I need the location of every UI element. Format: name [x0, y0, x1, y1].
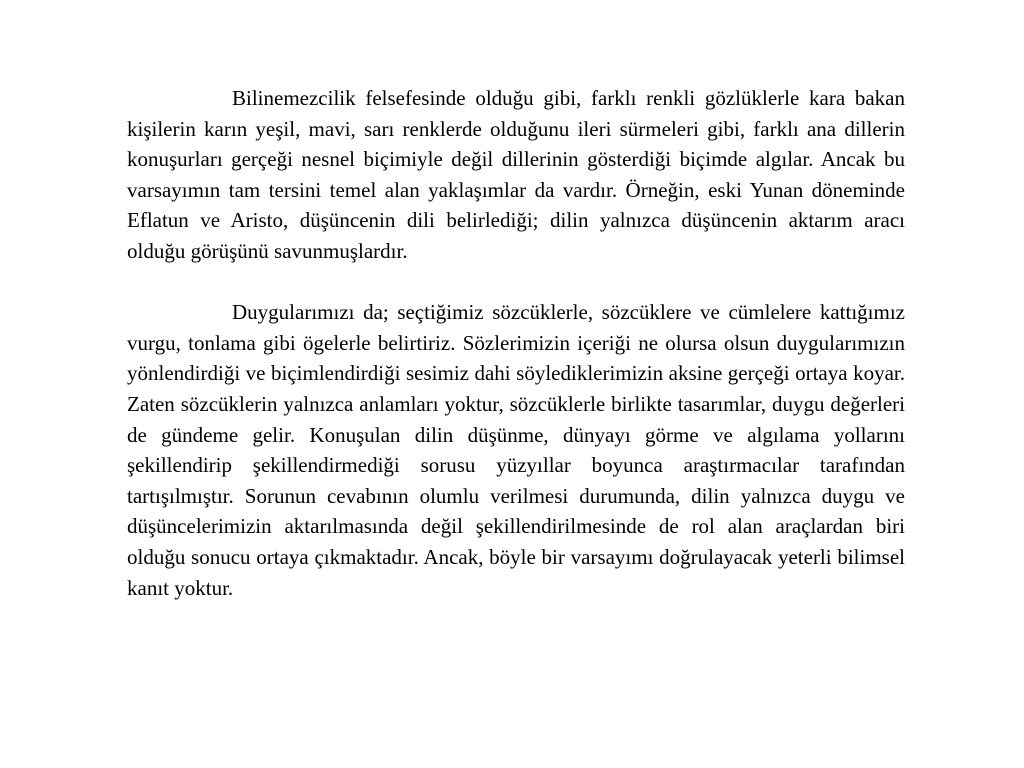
paragraph-1: Bilinemezcilik felsefesinde olduğu gibi, farklı renkli gözlüklerle kara bakan kişilerin karın yeşil, mavi, sarı renklerde olduğunu ileri sürmeleri gibi, farklı ana dillerin konuşurları gerçeği nesnel biçimiyle değil dillerinin gösterdiği biçimde algılar. Ancak bu varsayımın tam tersini temel alan yaklaşımlar da vardır. Örneğin, eski Yunan döneminde Eflatun ve Aristo, düşüncenin dili belirlediği; dilin yalnızca düşüncenin aktarım aracı olduğu görüşünü savunmuşlardır.	[127, 86, 905, 263]
paragraph-2: Duygularımızı da; seçtiğimiz sözcüklerle, sözcüklere ve cümlelere kattığımız vurgu, tonlama gibi ögelerle belirtiriz. Sözlerimizin içeriği ne olursa olsun duygularımızın yönlendirdiği ve biçimlendirdiği sesimiz dahi söylediklerimizin aksine gerçeği ortaya koyar. Zaten sözcüklerin yalnızca anlamları yoktur, sözcüklerle birlikte tasarımlar, duygu değerleri de gündeme gelir. Konuşulan dilin düşünme, dünyayı görme ve algılama yollarını şekillendirip şekillendirmediği sorusu yüzyıllar boyunca araştırmacılar tarafından tartışılmıştır. Sorunun cevabının olumlu verilmesi durumunda, dilin yalnızca duygu ve düşüncelerimizin aktarılmasında değil şekillendirilmesinde de rol alan araçlardan biri olduğu sonucu ortaya çıkmaktadır. Ancak, böyle bir varsayımı doğrulayacak yeterli bilimsel kanıt yoktur.	[127, 300, 905, 600]
text-block	[127, 83, 905, 603]
